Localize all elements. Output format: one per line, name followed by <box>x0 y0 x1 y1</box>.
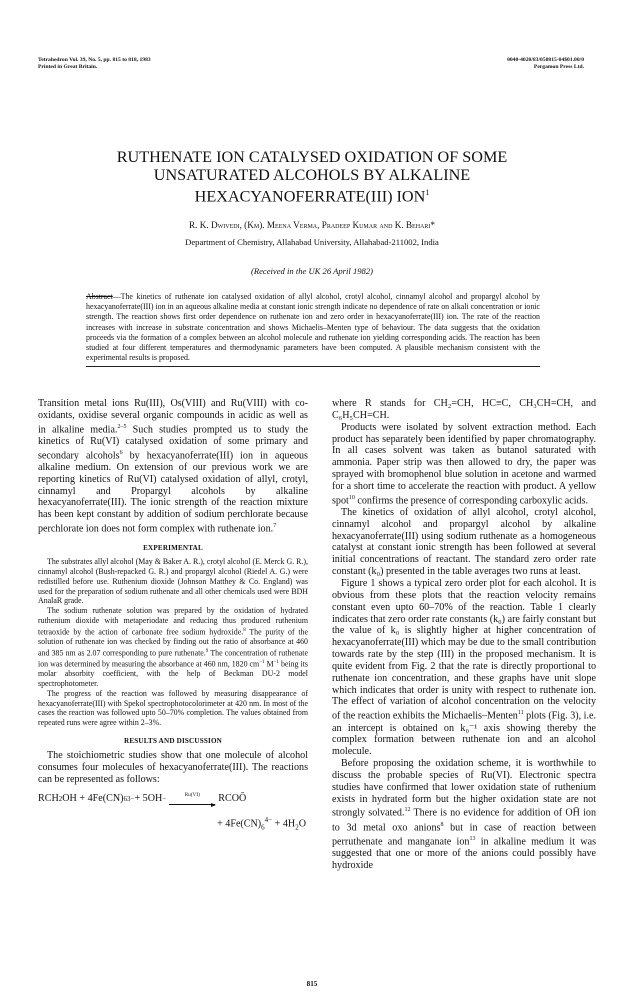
exp-paragraph-3: The progress of the reaction was followed by measuring disappearance of hexacyanoferrate(III) with Spekol spectrophotocolorimeter at 420 nm. In most of the cases the reaction was followed upto 50–70% completion. The values obtained from repeated runs were agree within 2–3%. <box>38 688 308 728</box>
reaction-equation <box>38 793 308 833</box>
r2-end: confirms the presence of corresponding carboxylic acids. <box>354 495 589 507</box>
r5-text: Before proposing the oxidation scheme, it is worthwhile to discuss the probable species of Ru(VI). Electronic spectra studies have confirmed that lower oxidation state of ruthenium exists in hydrated form but the higher oxidation state are not strongly solvated. <box>332 758 596 819</box>
experimental-heading: EXPERIMENTAL <box>143 544 203 553</box>
intro-text-2: Such studies prompted us to study the kinetics of Ru(VI) catalysed oxidation of some primary and secondary alcohols <box>38 424 308 462</box>
eq-sub-4: 2 <box>295 822 299 831</box>
affiliation: Department of Chemistry, Allahabad University, Allahabad-211002, India <box>185 237 439 247</box>
publisher-info <box>507 57 584 71</box>
ref-2-5: 2–5 <box>117 423 127 430</box>
ref-8b: 8 <box>440 821 444 828</box>
r-paragraph-5 <box>332 758 596 872</box>
unit-exp-2: −1 <box>273 660 279 666</box>
journal-info <box>38 57 151 71</box>
left-column <box>38 398 308 833</box>
ref-8: 8 <box>243 627 246 633</box>
journal-line-1: Tetrahedron Vol. 39, No. 5, pp. 815 to 818, 1983 <box>38 57 151 63</box>
ref-9: 9 <box>205 648 209 654</box>
r2-text: Products were isolated by solvent extraction method. Each product has separately been identified by paper chromatography. In all cases solvent was taken as butanol saturated with ammonia. Paper strip was then allowed to dry, the paper was sprayed with bromophenol blue solution in acetone and warmed for a short time to accelerate the reaction with product. A yellow spot <box>332 421 596 507</box>
exp2-text-1: The sodium ruthenate solution was prepared by the oxidation of hydrated ruthenium dioxide with metaperiodate and reducing thus produced ruthenium tetraoxide by the action of carbonate free sodium hydroxide. <box>38 606 308 637</box>
exp2-text-4: M <box>264 659 274 669</box>
eq-lhs-2: OH + 4Fe(CN) <box>62 792 124 804</box>
intro-text-1: Transition metal ions Ru(III), Os(VIII) and Ru(VIII) with co-oxidants, oxidise several organic compounds in acidic as well as in alkaline media. <box>38 398 308 436</box>
ref-6: 6 <box>119 449 123 456</box>
page-number: 815 <box>306 980 318 988</box>
code-line-1: 0040-4020/83/050815-04$01.00/0 <box>507 57 584 63</box>
exp2-text-5: being its molar absorbity coefficient, with the help of Beckman DU-2 model spectrophotometer. <box>38 659 308 689</box>
eq-lhs-1: RCH <box>38 792 59 804</box>
eq-rhs-1: RCOŌ <box>218 792 247 804</box>
eq-sup-2: 3− <box>126 794 135 803</box>
r-paragraph-4 <box>332 578 596 758</box>
exp-paragraph-2 <box>38 606 308 689</box>
r-paragraph-1: where R stands for CH₂=CH, HC≡C, CH₃CH=CH, and C₆H₅CH=CH. <box>332 398 596 421</box>
reaction-arrow <box>169 791 215 805</box>
title-line-3-text: HEXACYANOFERRATE(III) ION <box>194 187 426 206</box>
ref-11: 11 <box>517 710 524 717</box>
ref-10: 10 <box>348 494 355 501</box>
eq-sub-1: 2 <box>58 794 63 803</box>
corresponding-star: * <box>430 220 435 230</box>
eq-rhs-2: + 4Fe(CN) <box>217 817 262 829</box>
right-column <box>332 398 596 872</box>
catalyst-label: Ru(VI) <box>184 791 200 798</box>
authors <box>40 220 584 230</box>
eq-rhs-3: + 4H <box>272 817 296 829</box>
ref-13: 13 <box>469 835 476 842</box>
exp2-text-3: The concentration of ruthenate ion was determined by measuring the absorbance at 460 nm, 1820 cm <box>38 648 308 669</box>
equation-line-1 <box>38 793 308 805</box>
results-paragraph-1: The stoichiometric studies show that one molecule of alcohol consumes four molecules of hexacyanoferrate(III). The reactions can be represented as follows: <box>38 749 308 785</box>
code-line-2: Pergamon Press Ltd. <box>533 64 584 70</box>
eq-lhs-3: + 5OH <box>134 792 163 804</box>
r5-text-b: There is no evidence for addition of OH̄ ion to 3d metal oxo anions <box>332 807 596 833</box>
equation-line-2 <box>38 814 308 833</box>
unit-exp-1: −1 <box>259 660 265 666</box>
journal-line-2: Printed in Great Britain. <box>38 64 98 70</box>
eq-sup-4: 4− <box>264 815 273 824</box>
title-line-2: UNSATURATED ALCOHOLS BY ALKALINE <box>153 166 471 184</box>
r5-text-d: in alkaline medium it was suggested that one or more of the anions could possibly have hydroxide <box>332 836 596 871</box>
author-list: R. K. Dwivedi, (Km). Meena Verma, Pradeep Kumar and K. Behari <box>189 220 431 230</box>
received-date: (Received in the UK 26 April 1982) <box>250 266 374 276</box>
ref-12: 12 <box>404 807 411 814</box>
paper-title <box>60 148 564 205</box>
r4-end: plots (Fig. 3), i.e. an intercept is obtained on k₀⁻¹ axis showing thereby the complex formation between ruthenate ion and an alcohol molecule. <box>332 710 596 758</box>
title-footnote-mark: 1 <box>425 188 430 197</box>
ref-7: 7 <box>273 523 277 530</box>
results-heading: RESULTS AND DISCUSSION <box>124 736 222 745</box>
eq-rhs-4: O <box>298 817 306 829</box>
exp-paragraph-1: The substrates allyl alcohol (May & Baker A. R.), crotyl alcohol (E. Merck G. R.), cinnamyl alcohol (Bush-repacked G. R.) and propargyl alcohol (Riedel A. G.) were redistilled before use. Ruthenium dioxide (Johnson Matthey & Co. England) was used for the preparation of sodium ruthenate and all other chemicals used were BDH AnalaR grade. <box>38 557 308 606</box>
r-paragraph-3: The kinetics of oxidation of allyl alcohol, crotyl alcohol, cinnamyl alcohol and propargyl alcohol by alkaline hexacyanoferrate(III) using sodium ruthenate as a homogeneous catalyst at constant ionic strength has been followed at several initial concentrations of reactant. The standard zero order rate constant (k₀) presented in the table averages two runs at least. <box>332 506 596 578</box>
title-line-3 <box>60 184 564 205</box>
eq-sub-3: 6 <box>261 822 265 831</box>
eq-sup-3: − <box>162 794 167 803</box>
r4-text: Figure 1 shows a typical zero order plot for each alcohol. It is obvious from these plots that the reaction velocity remains constant even upto 60–70% of the reaction. Table 1 clearly indicates that zero order rate constants (k₀) are fairly constant but the value of k₀ is slightly higher at higher concentration of hexacyanoferrate(III) which may be due to the small contribution towards rate by the step (III) in the proposed mechanism. It is quite evident from Fig. 2 that the rate is directly proportional to ruthenate ion concentration, and these graphs have unit slope which indicates that order is unity with respect to ruthenate ion. The effect of variation of alcohol concentration on the velocity of the reaction exhibits the Michaelis–Menten <box>332 578 597 722</box>
intro-text-3: by hexacyanoferrate(III) ion in aqueous alkaline medium. On extension of our previous work we are reporting kinetics of Ru(VI) catalysed oxidation of allyl, crotyl, cinnamyl and Propargyl alcohols by alkaline hexacyanoferrate(III). The ionic strength of the reaction mixture has been kept constant by addition of sodium perchlorate because perchlorate ion does not form complex with ruthenate ion. <box>38 450 308 535</box>
eq-sub-2: 6 <box>123 794 127 803</box>
r-paragraph-2 <box>332 422 596 507</box>
abstract-label: Abstract <box>86 292 113 301</box>
title-line-1: RUTHENATE ION CATALYSED OXIDATION OF SOME <box>116 148 508 166</box>
exp2-text-2: The purity of the solution of ruthenate ion was checked by finding out the ratio of absorbance at 460 and 385 nm as 2.07 corresponding to pure ruthenate. <box>38 627 309 658</box>
intro-paragraph <box>38 398 308 535</box>
abstract <box>86 292 540 367</box>
r5-text-c: but in case of reaction between perruthenate and manganate ion <box>332 821 596 848</box>
abstract-text: —The kinetics of ruthenate ion catalysed oxidation of allyl alcohol, crotyl alcohol, cinnamyl alcohol and propargyl alcohol by hexacyanoferrate(III) ion in an aqueous alkaline media at constant ionic strength indicate no dependence of rate on alkali concentration or ionic strength. The reaction shows first order dependence on ruthenate ion and zero order in hexacyanoferrate(III) ion. The rate of the reaction increases with increase in substrate concentration and shows Michaelis–Menten type of behaviour. The data suggests that the oxidation proceeds via the formation of a complex between an alcohol molecule and ruthenate ion yielding corresponding acids. The reaction has been studied at four different temperatures and thermodynamic parameters have been computed. A plausible mechanism consistent with the experimental results is proposed. <box>86 292 540 363</box>
